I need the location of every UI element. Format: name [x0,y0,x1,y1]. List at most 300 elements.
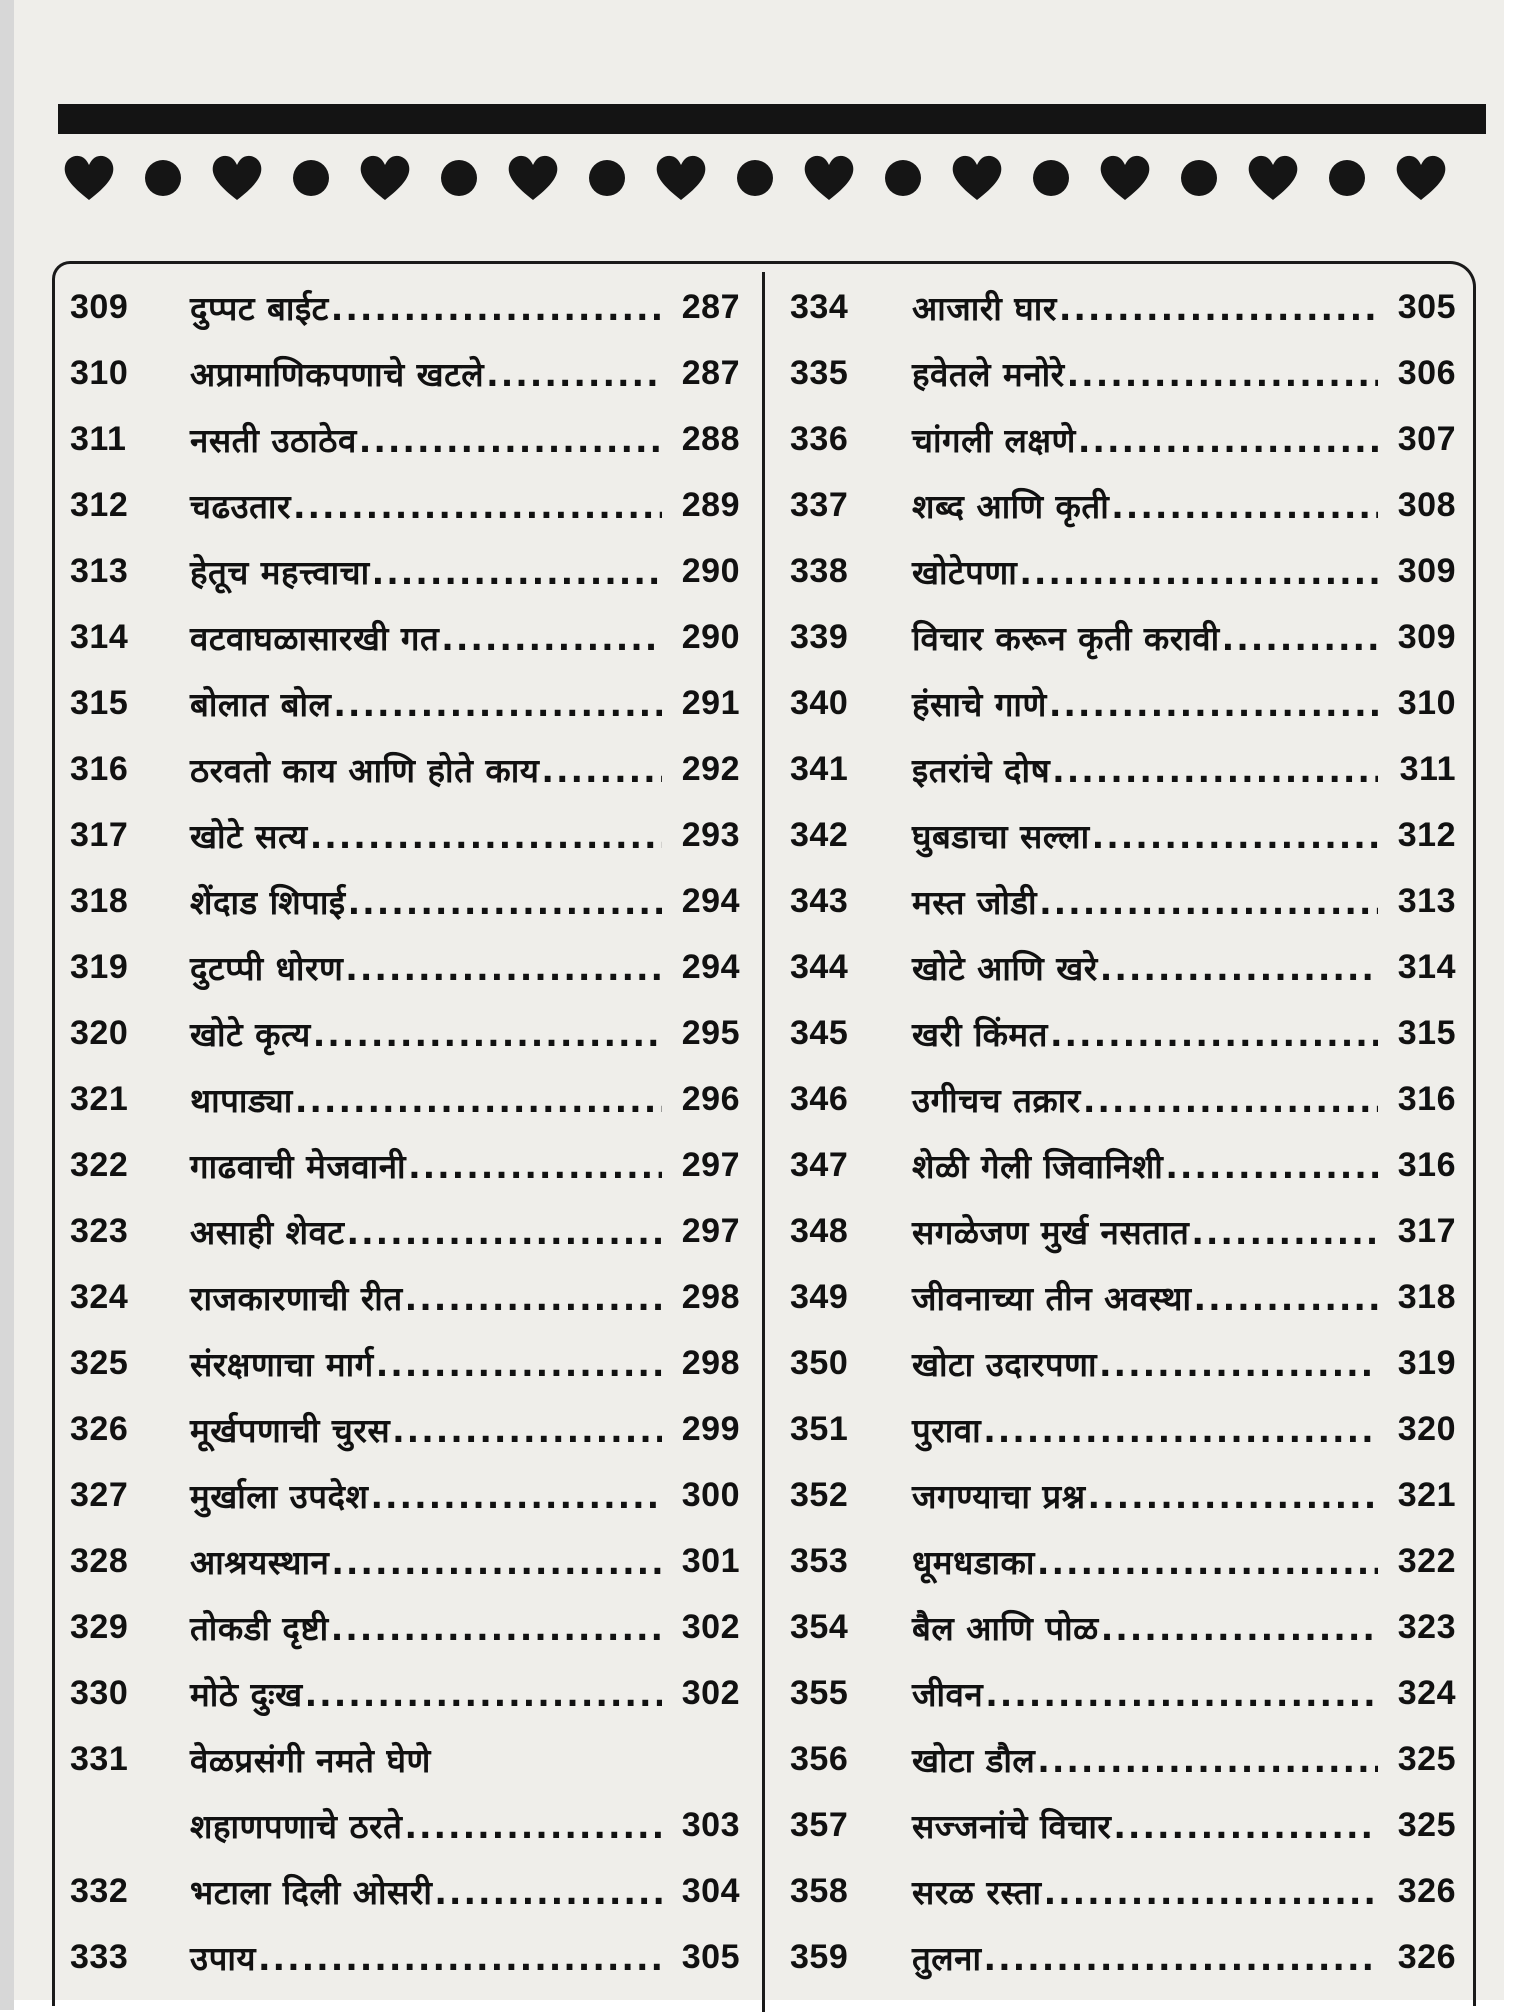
contents-entry [770,1198,1460,1264]
entry-title: चढउतार [190,486,291,526]
entry-number: 346 [790,1079,849,1118]
column-divider [762,272,765,2012]
dot-leader [985,1675,1378,1714]
page-edge [0,0,14,2010]
entry-page-number: 302 [681,1673,740,1712]
heart-icon [58,146,120,210]
dot-icon [1156,146,1242,210]
contents-entry [40,274,744,340]
entry-page-number: 314 [1397,947,1456,986]
entry-number: 328 [70,1541,129,1580]
entry-title: घुबडाचा सल्ला [912,816,1090,856]
entry-page-number: 294 [681,947,740,986]
dot-leader [1165,1147,1378,1186]
entry-number: 321 [70,1079,129,1118]
entry-title: चांगली लक्षणे [912,420,1076,460]
entry-page-number: 287 [681,353,740,392]
entry-title: तुलना [912,1938,982,1978]
entry-number: 359 [790,1937,849,1976]
entry-title: आजारी घार [912,288,1057,328]
entry-title: भटाला दिली ओसरी [190,1872,433,1912]
entry-title: बैल आणि पोळ [912,1608,1099,1648]
entry-page-number: 310 [1397,683,1456,722]
heart-icon [1242,146,1304,210]
dot-icon [1008,146,1094,210]
entry-page-number: 322 [1397,1541,1456,1580]
entry-title-line [186,1473,664,1518]
entry-number: 320 [70,1013,129,1052]
dot-leader [258,1939,662,1978]
entry-page-number: 309 [1397,551,1456,590]
dot-leader [370,1477,662,1516]
dot-leader [1101,1609,1378,1648]
entry-page-number: 302 [681,1607,740,1646]
dot-leader [331,1543,662,1582]
contents-entry [40,1000,744,1066]
heart-icon [1390,146,1452,210]
heart-icon [946,146,1008,210]
entry-number: 345 [790,1013,849,1052]
entry-title: खोटे आणि खरे [912,948,1098,988]
dot-leader [404,1807,662,1846]
entry-title: हंसाचे गाणे [912,684,1047,724]
entry-title-line [908,879,1380,924]
dot-leader [331,1609,662,1648]
contents-entry [40,1792,744,1858]
entry-title: इतरांचे दोष [912,750,1051,790]
heart-icon [650,146,712,210]
entry-title-line [908,1011,1380,1056]
entry-number: 324 [70,1277,129,1316]
entry-title-line [908,351,1380,396]
entry-title-line [186,417,664,462]
dot-leader [310,817,662,856]
entry-title: थापाड्या [190,1080,293,1120]
entry-number: 313 [70,551,129,590]
dot-leader [1039,883,1378,922]
heart-icon [1094,146,1156,210]
dot-leader [1044,1873,1378,1912]
entry-title-line [908,483,1380,528]
contents-entry [40,604,744,670]
dot-leader [1113,1807,1378,1846]
contents-entry [40,1066,744,1132]
entry-title-line [186,1737,664,1782]
dot-leader [1078,421,1378,460]
dot-icon [416,146,502,210]
entry-title-line [908,1473,1380,1518]
entry-title: बोलात बोल [190,684,332,724]
entry-title: संरक्षणाचा मार्ग [190,1344,374,1384]
entry-page-number: 297 [681,1211,740,1250]
entry-page-number: 298 [681,1277,740,1316]
entry-number: 322 [70,1145,129,1184]
contents-entry [40,472,744,538]
entry-title-line [186,1539,664,1584]
contents-entry [770,1264,1460,1330]
ornament-border [58,146,1498,210]
contents-entry [770,1660,1460,1726]
contents-entry [770,340,1460,406]
entry-page-number: 306 [1397,353,1456,392]
entry-page-number: 325 [1397,1805,1456,1844]
dot-leader [1050,1015,1378,1054]
contents-entry [40,1462,744,1528]
entry-title-line [908,1539,1380,1584]
dot-icon [268,146,354,210]
entry-page-number: 293 [681,815,740,854]
entry-title: खोटा उदारपणा [912,1344,1098,1384]
entry-title: तोकडी दृष्टी [190,1608,329,1648]
entry-page-number: 296 [681,1079,740,1118]
header-rule [58,104,1486,134]
entry-title-line [186,1341,664,1386]
entry-title-line [908,1803,1380,1848]
heart-icon [798,146,860,210]
contents-entry [770,1462,1460,1528]
entry-page-number: 317 [1397,1211,1456,1250]
entry-page-number: 320 [1397,1409,1456,1448]
entry-page-number: 307 [1397,419,1456,458]
entry-number: 341 [790,749,849,788]
entry-page-number: 301 [681,1541,740,1580]
entry-title-line [186,1671,664,1716]
entry-title-line [908,285,1380,330]
entry-page-number: 287 [681,287,740,326]
entry-title-line [186,681,664,726]
dot-leader [983,1411,1378,1450]
entry-title-line [908,1077,1380,1122]
entry-title-line [908,747,1380,792]
entry-title: विचार करून कृती करावी [912,618,1220,658]
dot-leader [313,1015,662,1054]
contents-entry [770,736,1460,802]
dot-leader [1092,817,1378,856]
entry-title-line [186,1275,664,1320]
entry-number: 336 [790,419,849,458]
entry-title: दुप्पट बाईट [190,288,329,328]
entry-page-number: 290 [681,617,740,656]
dot-leader [347,1213,662,1252]
entry-title: असाही शेवट [190,1212,345,1252]
dot-leader [305,1675,662,1714]
entry-number: 344 [790,947,849,986]
entry-page-number: 313 [1397,881,1456,920]
contents-entry [40,934,744,1000]
contents-entry [770,1000,1460,1066]
entry-title-line [186,1011,664,1056]
entry-title: खोटा डौल [912,1740,1036,1780]
entry-title: मूर्खपणाची चुरस [190,1410,391,1450]
entry-page-number: 309 [1397,617,1456,656]
entry-number: 356 [790,1739,849,1778]
contents-entry [770,670,1460,736]
entry-number: 326 [70,1409,129,1448]
entry-title-line [908,1605,1380,1650]
contents-entry [770,1792,1460,1858]
entry-page-number: 308 [1397,485,1456,524]
entry-title: शेंदाड शिपाई [190,882,346,922]
dot-leader [348,883,662,922]
entry-title-line [908,1209,1380,1254]
contents-entry [40,340,744,406]
entry-page-number: 326 [1397,1937,1456,1976]
dot-leader [408,1147,662,1186]
contents-entry [40,406,744,472]
entry-title-line [908,417,1380,462]
entry-number: 311 [70,419,127,458]
entry-title: मुर्खाला उपदेश [190,1476,369,1516]
entry-title-line [908,1935,1380,1980]
entry-page-number: 300 [681,1475,740,1514]
entry-number: 314 [70,617,129,656]
contents-entry [770,274,1460,340]
entry-title-line [186,945,664,990]
dot-leader [434,1873,662,1912]
dot-icon [120,146,206,210]
entry-title-line [186,615,664,660]
entry-title-line [908,1407,1380,1452]
contents-entry [40,1264,744,1330]
contents-entry [40,1396,744,1462]
entry-title-line [186,879,664,924]
contents-entry [770,1330,1460,1396]
dot-leader [345,949,662,988]
contents-entry [770,1132,1460,1198]
entry-number: 337 [790,485,849,524]
dot-leader [541,751,662,790]
entry-title-line [908,1671,1380,1716]
contents-entry [40,1528,744,1594]
entry-title: धूमधडाका [912,1542,1035,1582]
entry-page-number: 303 [681,1805,740,1844]
heart-icon [206,146,268,210]
entry-page-number: 297 [681,1145,740,1184]
entry-page-number: 311 [1399,749,1456,788]
contents-entry [770,868,1460,934]
entry-number: 312 [70,485,129,524]
entry-title: ठरवतो काय आणि होते काय [190,750,540,790]
entry-number: 331 [70,1739,129,1778]
contents-entry [40,1132,744,1198]
entry-title: राजकारणाची रीत [190,1278,403,1318]
entry-number: 357 [790,1805,849,1844]
dot-leader [295,1081,662,1120]
contents-entry [40,1924,744,1990]
entry-title-line [186,1143,664,1188]
dot-leader [372,553,662,592]
dot-leader [1059,289,1378,328]
dot-leader [376,1345,662,1384]
dot-leader [1222,619,1378,658]
entry-title: सगळेजण मुर्ख नसतात [912,1212,1190,1252]
entry-title-line [908,615,1380,660]
dot-leader [984,1939,1378,1978]
contents-entry [40,736,744,802]
entry-number: 315 [70,683,129,722]
dot-icon [564,146,650,210]
entry-title: पुरावा [912,1410,982,1450]
entry-title-line [186,1209,664,1254]
entry-title-line [186,1407,664,1452]
entry-title: खोटे कृत्य [190,1014,311,1054]
entry-title-line [186,549,664,594]
entry-number: 353 [790,1541,849,1580]
entry-number: 349 [790,1277,849,1316]
entry-page-number: 305 [1397,287,1456,326]
entry-title: मोठे दुःख [190,1674,303,1714]
entry-page-number: 291 [681,683,740,722]
dot-leader [1191,1213,1378,1252]
contents-entry [770,1858,1460,1924]
dot-icon [712,146,798,210]
entry-title: उपाय [190,1938,257,1978]
contents-entry [770,406,1460,472]
entry-title: शहाणपणाचे ठरते [190,1806,403,1846]
dot-leader [1067,355,1378,394]
contents-entry [770,1594,1460,1660]
entry-number: 342 [790,815,849,854]
entry-number: 352 [790,1475,849,1514]
entry-number: 339 [790,617,849,656]
dot-leader [405,1279,662,1318]
entry-page-number: 288 [681,419,740,458]
entry-number: 316 [70,749,129,788]
contents-entry [770,934,1460,1000]
dot-leader [1037,1543,1378,1582]
entry-title: खरी किंमत [912,1014,1048,1054]
entry-title: जगण्याचा प्रश्न [912,1476,1086,1516]
entry-number: 338 [790,551,849,590]
entry-title: जीवन [912,1674,984,1714]
entry-title: वेळप्रसंगी नमते घेणे [190,1740,431,1780]
entry-title-line [186,813,664,858]
contents-entry [40,1198,744,1264]
entry-title-line [186,1869,664,1914]
entry-page-number: 294 [681,881,740,920]
entry-number: 343 [790,881,849,920]
contents-entry [770,1726,1460,1792]
entry-title: अप्रामाणिकपणाचे खटले [190,354,485,394]
dot-leader [333,685,662,724]
entry-page-number: 316 [1397,1145,1456,1184]
dot-icon [1304,146,1390,210]
dot-leader [1099,1345,1378,1384]
dot-leader [441,619,662,658]
entry-number: 327 [70,1475,129,1514]
entry-title: उगीचच तक्रार [912,1080,1081,1120]
entry-title: शेळी गेली जिवानिशी [912,1146,1164,1186]
entry-number: 318 [70,881,129,920]
entry-page-number: 321 [1397,1475,1456,1514]
entry-title: सज्जनांचे विचार [912,1806,1112,1846]
entry-page-number: 316 [1397,1079,1456,1118]
contents-entry [40,538,744,604]
entry-number: 358 [790,1871,849,1910]
contents-entry [770,1066,1460,1132]
entry-title-line [908,945,1380,990]
entry-title: गाढवाची मेजवानी [190,1146,407,1186]
entry-page-number: 323 [1397,1607,1456,1646]
contents-column-right [770,274,1460,1990]
entry-title-line [186,1605,664,1650]
entry-number: 329 [70,1607,129,1646]
entry-page-number: 305 [681,1937,740,1976]
entry-title-line [908,1869,1380,1914]
entry-number: 317 [70,815,129,854]
entry-page-number: 318 [1397,1277,1456,1316]
entry-number: 347 [790,1145,849,1184]
heart-icon [354,146,416,210]
contents-entry [40,802,744,868]
entry-number: 335 [790,353,849,392]
dot-leader [1083,1081,1378,1120]
contents-entry [40,670,744,736]
entry-title: दुटप्पी धोरण [190,948,344,988]
entry-number: 348 [790,1211,849,1250]
entry-title: मस्त जोडी [912,882,1038,922]
dot-leader [1088,1477,1378,1516]
contents-column-left [40,274,744,1990]
entry-page-number: 289 [681,485,740,524]
entry-number: 325 [70,1343,129,1382]
entry-title-line [908,681,1380,726]
dot-icon [860,146,946,210]
entry-title: शब्द आणि कृती [912,486,1110,526]
entry-page-number: 319 [1397,1343,1456,1382]
dot-leader [1100,949,1378,988]
entry-title: नसती उठाठेव [190,420,357,460]
entry-title: वटवाघळासारखी गत [190,618,440,658]
contents-entry [40,1858,744,1924]
contents-entry [770,1528,1460,1594]
entry-page-number: 324 [1397,1673,1456,1712]
entry-page-number: 304 [681,1871,740,1910]
entry-number: 333 [70,1937,129,1976]
contents-entry [770,604,1460,670]
entry-number: 340 [790,683,849,722]
entry-page-number: 295 [681,1013,740,1052]
entry-number: 354 [790,1607,849,1646]
dot-leader [1037,1741,1378,1780]
entry-number: 351 [790,1409,849,1448]
dot-leader [486,355,662,394]
contents-entry [770,538,1460,604]
entry-title: खोटेपणा [912,552,1018,592]
entry-title-line [908,1341,1380,1386]
entry-title-line [186,483,664,528]
entry-title-line [908,1737,1380,1782]
entry-title: हवेतले मनोरे [912,354,1065,394]
entry-page-number: 312 [1397,815,1456,854]
entry-title-line [186,1077,664,1122]
contents-entry [770,472,1460,538]
entry-title: हेतूच महत्त्वाचा [190,552,370,592]
entry-title-line [908,549,1380,594]
dot-leader [392,1411,662,1450]
contents-entry [40,1726,744,1792]
entry-number: 355 [790,1673,849,1712]
dot-leader [1194,1279,1378,1318]
dot-leader [1049,685,1378,724]
entry-number: 323 [70,1211,129,1250]
entry-title-line [186,1803,664,1848]
entry-number: 309 [70,287,129,326]
entry-title: सरळ रस्ता [912,1872,1042,1912]
entry-title-line [186,1935,664,1980]
entry-number: 350 [790,1343,849,1382]
entry-page-number: 315 [1397,1013,1456,1052]
